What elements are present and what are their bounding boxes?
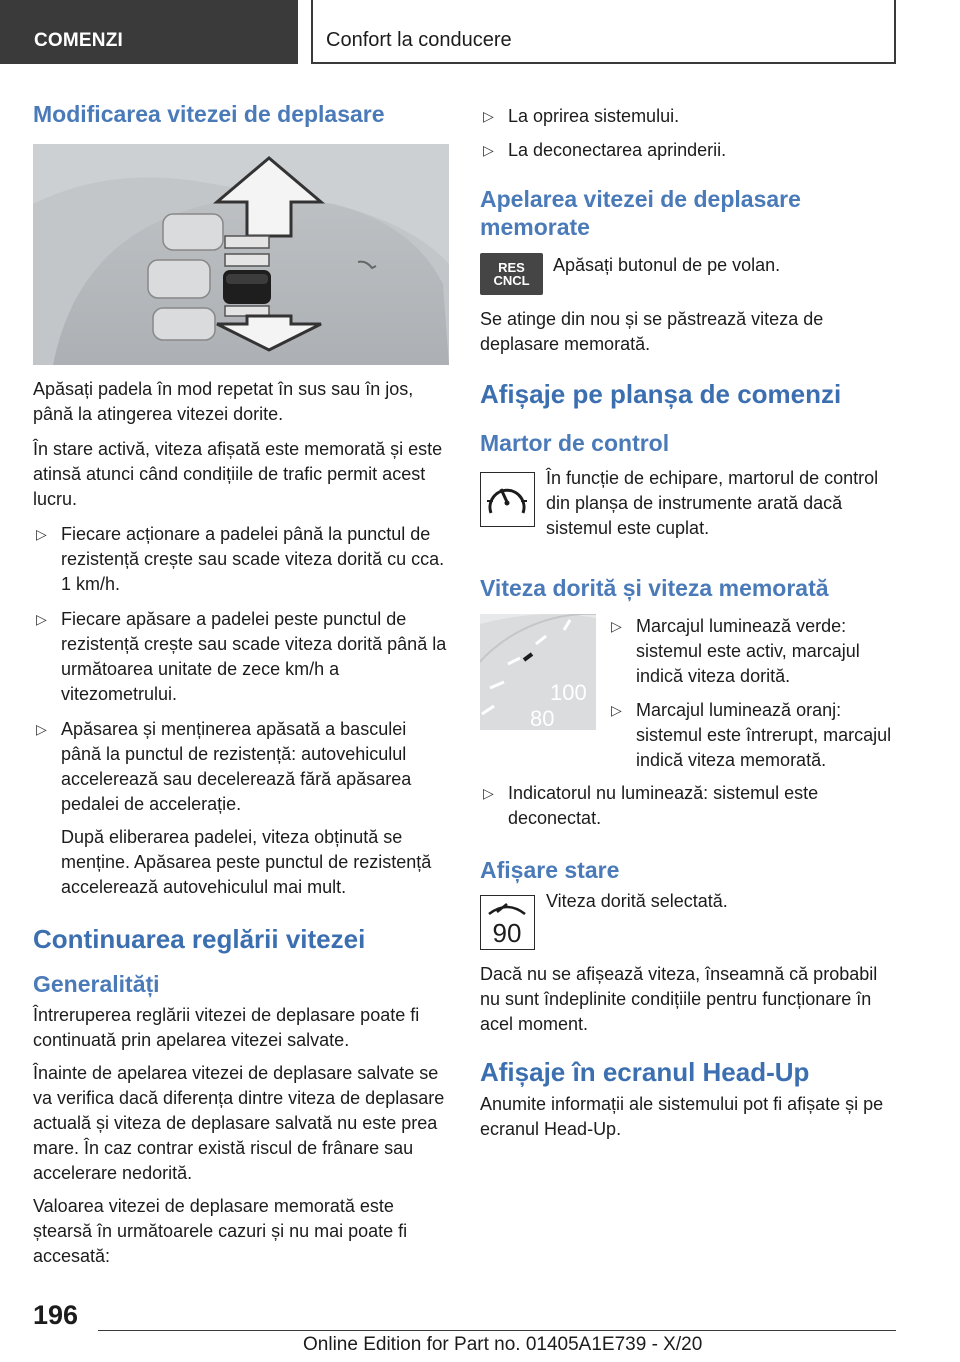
paragraph-head-up: Anumite informații ale sistemului pot fi afișate și pe ecranul Head-Up.	[480, 1094, 884, 1140]
bullet-triangle-icon: ▷	[36, 721, 47, 738]
speed-marker-list	[608, 614, 898, 773]
header-section-label: COMENZI	[34, 30, 124, 51]
footer-edition: Online Edition for Part no. 01405A1E739 - X/20	[303, 1334, 703, 1355]
left-column	[33, 100, 449, 1269]
indicator-row	[480, 466, 900, 541]
header-chapter-box	[311, 0, 896, 64]
status-speed-value: 90	[492, 918, 522, 949]
status-row	[480, 889, 900, 950]
paragraph-erased-cases: Valoarea vitezei de deplasare memorată este ștearsă în următoarele cazuri și nu mai poate fi accesată:	[33, 1195, 408, 1266]
bullet-triangle-icon: ▷	[483, 142, 494, 158]
list-item	[33, 522, 449, 597]
paragraph-interruption: Întreruperea reglării vitezei de deplasare poate fi continuată prin apelarea vitezei salvate.	[33, 1004, 420, 1050]
cncl-label: CNCL	[493, 273, 530, 289]
desired-speed-status-icon	[480, 895, 535, 950]
heading-modify-speed: Modificarea vitezei de deplasare	[33, 101, 385, 127]
speedometer-image	[480, 614, 596, 730]
gauge-label-80: 80	[530, 706, 555, 731]
res-label: RES	[498, 260, 525, 276]
bullet-triangle-icon: ▷	[36, 611, 47, 628]
status-description: Viteza dorită selectată.	[546, 891, 728, 912]
list-item-text: La deconectarea aprinderii.	[508, 140, 727, 160]
heading-desired-speed: Viteza dorită și viteza memorată	[480, 574, 829, 601]
list-item-text: Fiecare acționare a padelei până la punctul de rezistență crește sau scade viteza dorită cu cca. 1 km/h.	[61, 524, 445, 595]
header-section-tab	[0, 0, 298, 64]
page-number: 196	[33, 1300, 79, 1330]
bullet-triangle-icon: ▷	[483, 108, 494, 124]
indicator-description: În funcție de echipare, martorul de control din planșa de instrumente arată dacă sistemul este cuplat.	[546, 467, 879, 538]
recall-row	[480, 253, 900, 295]
heading-instrument-displays: Afișaje pe planșa de comenzi	[480, 379, 842, 410]
list-item	[480, 781, 900, 831]
list-item-text: Fiecare apăsare a padelei peste punctul de rezistență crește sau scade viteza dorită până la următoarea unitate de zece km/h a vitezometrului.	[61, 609, 447, 705]
list-item	[608, 698, 898, 773]
list-item	[33, 717, 449, 817]
paragraph-no-speed: Dacă nu se afișează viteza, înseamnă că probabil nu sunt îndeplinite condițiile pentru funcționare în acel moment.	[480, 964, 878, 1035]
bullet-triangle-icon: ▷	[483, 785, 494, 802]
cruise-control-indicator-icon	[480, 472, 535, 527]
steering-wheel-image	[33, 144, 449, 365]
paragraph-recall-result: Se atinge din nou și se păstrează viteza de deplasare memorată.	[480, 309, 824, 355]
bullet-triangle-icon: ▷	[611, 702, 622, 719]
paragraph-press-paddle: Apăsați padela în mod repetat în sus sau în jos, până la atingerea vitezei dorite.	[33, 379, 414, 425]
gauge-label-100: 100	[550, 680, 587, 706]
list-item-text: La oprirea sistemului.	[508, 106, 680, 126]
heading-head-up: Afișaje în ecranul Head-Up	[480, 1057, 810, 1088]
speed-row	[480, 614, 900, 773]
list-item-text: Marcajul luminează verde: sistemul este activ, marcajul indică viteza dorită.	[636, 616, 860, 687]
footer-divider	[98, 1330, 896, 1331]
list-item-text: Apăsarea și menținerea apăsată a basculei până la punctul de rezistență: autovehiculul accelerează sau decelerează fără apăsarea pedalei de accelerație.	[61, 719, 412, 815]
list-item	[480, 138, 900, 163]
bullet-triangle-icon: ▷	[36, 526, 47, 543]
heading-indicator-lamp: Martor de control	[480, 430, 670, 457]
list-item-text: Marcajul luminează oranj: sistemul este întrerupt, marcajul indică viteza memorată.	[636, 700, 892, 771]
paragraph-active-state: În stare activă, viteza afișată este memorată și este atinsă atunci când condițiile de trafic permit acest lucru.	[33, 439, 443, 510]
right-column	[480, 100, 900, 1142]
list-item	[608, 614, 898, 689]
list-item	[480, 104, 900, 129]
list-item-continuation: După eliberarea padelei, viteza obținută se menține. Apăsarea peste punctul de rezistență accelerează autovehiculul mai mult.	[61, 827, 432, 898]
paragraph-before-recall: Înainte de apelarea vitezei de deplasare salvate se va verifica dacă diferența dintre viteza de deplasare actuală și viteza de deplasare salvată nu este prea mare. În caz contrar există riscul de frânare sau accelerare nedorită.	[33, 1062, 445, 1183]
heading-status-display: Afișare stare	[480, 857, 620, 884]
recall-instruction: Apăsați butonul de pe volan.	[553, 255, 781, 276]
bullet-triangle-icon: ▷	[611, 618, 622, 635]
list-item-text: Indicatorul nu luminează: sistemul este deconectat.	[508, 783, 819, 829]
header-chapter-label: Confort la conducere	[326, 29, 512, 51]
res-cncl-button-icon	[480, 253, 543, 295]
heading-recall-speed: Apelarea vitezei de deplasare memorate	[480, 186, 801, 241]
heading-continue-regulation: Continuarea reglării vitezei	[33, 924, 366, 955]
steering-wheel-illustration	[33, 144, 449, 365]
heading-general: Generalități	[33, 971, 160, 998]
list-item	[33, 607, 449, 707]
